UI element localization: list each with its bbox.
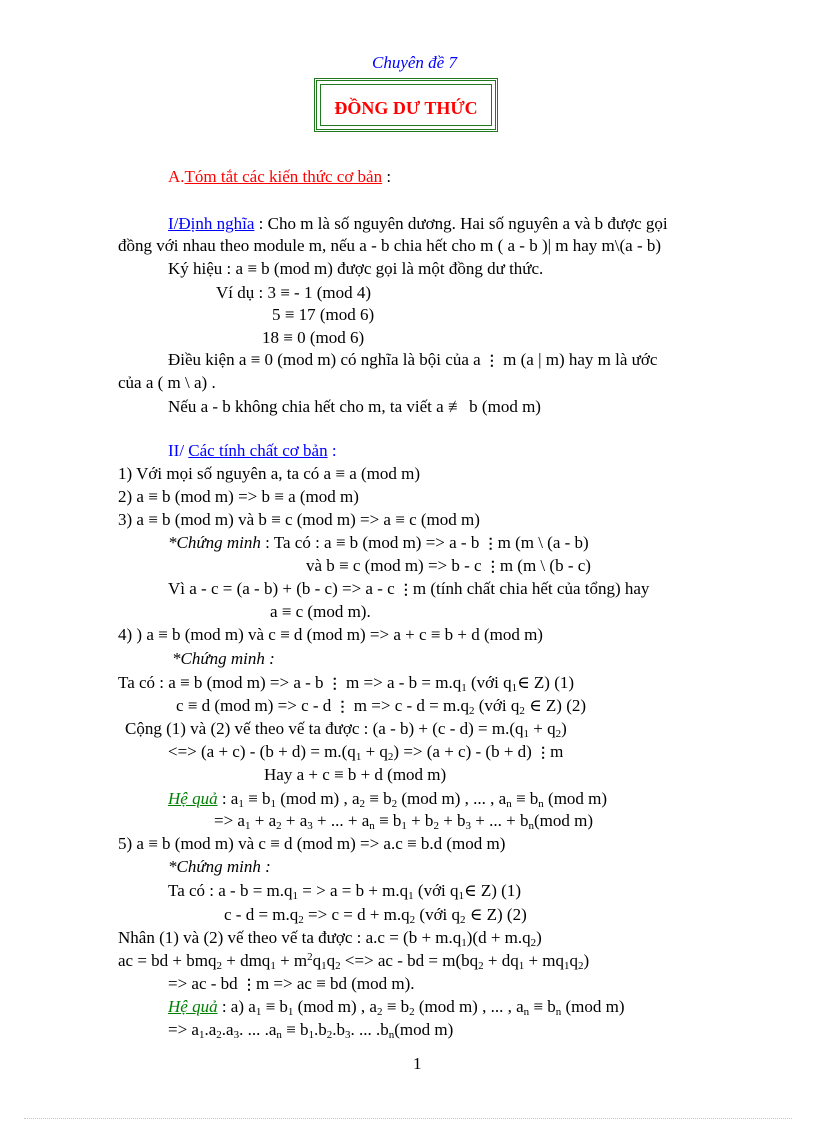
p4-text-1d: ∈ Z) (1) <box>517 673 575 692</box>
p5-text: => ac - bd <box>168 974 238 993</box>
p4-text-3c: ) <box>561 719 567 738</box>
c-text: .a <box>204 1020 217 1039</box>
p5-text: + mq <box>524 951 565 970</box>
sub: 1 <box>198 1029 205 1041</box>
property-5: 5) a ≡ b (mod m) và c ≡ d (mod m) => a.c ≡ b.d (mod m) <box>118 834 506 853</box>
proof-label: *Chứng minh <box>168 533 261 552</box>
sub: 2 <box>216 960 222 972</box>
p5-text: m => ac ≡ bd (mod m). <box>255 974 415 993</box>
p4-proof-line-5: Hay a + c ≡ b + d (mod m) <box>264 765 447 784</box>
p5-text: ac = bd + bmq <box>118 951 217 970</box>
sub: 3 <box>307 820 313 832</box>
c-text: (mod m) , ... , a <box>397 789 507 808</box>
p5-text: ) <box>536 928 542 947</box>
example-1: Ví dụ : 3 ≡ - 1 (mod 4) <box>216 283 372 302</box>
p5-text: Nhân (1) và (2) vế theo vế ta được : a.c = (b + m.q <box>118 928 462 947</box>
p4-text-4c: ) => (a + c) - (b + d) <box>393 742 532 761</box>
p3-proof-text-1a: : Ta có : a ≡ b (mod m) => a - b <box>260 533 480 552</box>
property-4: 4) ) a ≡ b (mod m) và c ≡ d (mod m) => a + c ≡ b + d (mod m) <box>118 625 543 644</box>
sub: 1 <box>355 751 362 763</box>
p5-text: Ta có : a - b = m.q <box>168 881 293 900</box>
p5-text: (với q <box>413 881 459 900</box>
p4-text-1a: Ta có : a ≡ b (mod m) => a - b <box>118 673 324 692</box>
sub: 3 <box>233 1029 240 1041</box>
c-text: : a <box>217 789 239 808</box>
sub: n <box>276 1029 282 1041</box>
sub: 2 <box>387 751 394 763</box>
sub: 2 <box>519 705 525 717</box>
p4-text-2d: ∈ Z) (2) <box>524 696 587 715</box>
sub: 1 <box>270 960 276 972</box>
sub: 2 <box>468 705 475 717</box>
sub: 1 <box>287 1006 294 1018</box>
p5-corollary-line-1 <box>168 997 625 1018</box>
sub: n <box>523 1006 530 1018</box>
sub: 1 <box>308 1029 314 1041</box>
sub: 2 <box>391 798 398 810</box>
p3-proof-line-3 <box>168 580 649 598</box>
c-text: ≡ b <box>243 789 271 808</box>
property-1: 1) Với mọi số nguyên a, ta có a ≡ a (mod m) <box>118 464 421 483</box>
p3-proof-text-3b: m (tính chất chia hết của tổng) hay <box>412 579 650 598</box>
properties-suffix: : <box>327 441 337 460</box>
sub: n <box>555 1006 562 1018</box>
p4-text-1b: m => a - b = m.q <box>346 673 462 692</box>
sub: 2 <box>409 1006 415 1018</box>
properties-title: Các tính chất cơ bản <box>188 441 328 460</box>
sub: n <box>538 798 544 810</box>
page-title: ĐỒNG DƯ THỨC <box>334 98 478 118</box>
p3-proof-line-2 <box>306 557 591 575</box>
page-number: 1 <box>413 1054 422 1073</box>
p4-corollary-line-2 <box>214 811 593 832</box>
p5-text: + dq <box>483 951 519 970</box>
sub: 2 <box>578 960 584 972</box>
condition-line-2: của a ( m \ a) . <box>118 373 216 392</box>
sub: 2 <box>478 960 484 972</box>
c-text: : a) a <box>217 997 256 1016</box>
p5-proof-line-2 <box>224 905 527 926</box>
divides-icon: ⋮ <box>483 537 498 552</box>
sub: 2 <box>298 914 304 926</box>
property-3: 3) a ≡ b (mod m) và b ≡ c (mod m) => a ≡ c (mod m) <box>118 510 480 529</box>
p5-text: ∈ Z) (1) <box>464 881 521 900</box>
c-text: + ... + a <box>312 811 370 830</box>
p5-text: q <box>569 951 579 970</box>
sub: 1 <box>523 728 529 740</box>
c-text: (mod m) <box>543 789 608 808</box>
p5-text: ∈ Z) (2) <box>465 905 527 924</box>
p5-proof-label: *Chứng minh : <box>168 857 271 876</box>
properties-heading <box>168 442 337 459</box>
p5-proof-line-5 <box>168 975 415 993</box>
c-text: ≡ b <box>365 789 392 808</box>
p4-corollary-line-1 <box>168 789 608 810</box>
divides-icon: ⋮ <box>485 560 500 575</box>
sub: 2 <box>409 914 416 926</box>
p4-proof-line-2 <box>176 697 586 715</box>
c-text: ≡ b <box>261 997 288 1016</box>
section-a-title: Tóm tắt các kiến thức cơ bản <box>184 167 383 186</box>
sub: 1 <box>408 890 414 902</box>
sub: 1 <box>321 960 327 972</box>
example-2: 5 ≡ 17 (mod 6) <box>272 305 375 324</box>
sub: 2 <box>276 820 282 832</box>
p5-text: <=> ac - bd = m(bq <box>340 951 479 970</box>
c-text: ≡ b <box>511 789 539 808</box>
p5-text: = > a = b + m.q <box>298 881 409 900</box>
sub: 3 <box>465 820 472 832</box>
p4-text-1c: (với q <box>466 673 512 692</box>
p3-proof-text-2a: và b ≡ c (mod m) => b - c <box>306 556 482 575</box>
c-text: (mod m) , a <box>293 997 377 1016</box>
definition-notation: Ký hiệu : a ≡ b (mod m) được gọi là một đồng dư thức. <box>168 259 544 278</box>
sub: n <box>369 820 375 832</box>
p4-text-2b: m => c - d = m.q <box>353 696 469 715</box>
p4-proof-label: *Chứng minh : <box>172 649 275 668</box>
p4-proof-line-3 <box>125 719 567 740</box>
sub: 2 <box>359 798 366 810</box>
sub: 2 <box>376 1006 383 1018</box>
section-a-prefix: A. <box>168 167 185 186</box>
c-text: (mod m) <box>533 811 593 830</box>
c-text: (mod m) , ... , a <box>414 997 524 1016</box>
c-text: .b <box>313 1020 327 1039</box>
p5-text: )(d + m.q <box>466 928 531 947</box>
example-3: 18 ≡ 0 (mod 6) <box>262 328 365 347</box>
sub: 2 <box>335 960 341 972</box>
c-text: . ... .b <box>350 1020 389 1039</box>
corollary-label: Hệ quả <box>168 997 218 1016</box>
sub: 3 <box>344 1029 351 1041</box>
divides-icon: ⋮ <box>327 677 342 692</box>
c-text: (mod m) <box>561 997 625 1016</box>
condition-text-a: Điều kiện a ≡ 0 (mod m) có nghĩa là bội của a <box>168 350 481 369</box>
p4-text-2c: (với q <box>474 696 520 715</box>
definition-line-1 <box>168 215 668 232</box>
sub: 1 <box>255 1006 262 1018</box>
divides-icon: ⋮ <box>484 354 499 369</box>
p5-text: q <box>312 951 322 970</box>
properties-prefix: II/ <box>168 441 189 460</box>
sub: n <box>388 1029 395 1041</box>
not-congruent-line: Nếu a - b không chia hết cho m, ta viết a ≢ b (mod m) <box>168 397 541 416</box>
corollary-label: Hệ quả <box>168 789 218 808</box>
p4-text-4b: + q <box>361 742 388 761</box>
p4-proof-line-4 <box>168 743 563 761</box>
property-2: 2) a ≡ b (mod m) => b ≡ a (mod m) <box>118 487 359 506</box>
p5-corollary-line-2 <box>168 1020 454 1041</box>
sub: 2 <box>433 820 439 832</box>
sub: 1 <box>270 798 276 810</box>
p4-proof-line-1 <box>118 674 574 692</box>
sub: 1 <box>564 960 570 972</box>
p5-proof-line-3 <box>118 928 542 949</box>
divides-icon: ⋮ <box>241 978 256 993</box>
sub: 1 <box>461 682 467 694</box>
condition-text-b: m (a | m) hay m là ước <box>503 350 658 369</box>
p5-proof-line-1 <box>168 881 521 902</box>
sub: 1 <box>518 960 525 972</box>
c-text: + ... + b <box>471 811 529 830</box>
sub: 1 <box>458 890 465 902</box>
sub: 2 <box>460 914 466 926</box>
sub: 1 <box>511 682 518 694</box>
sub: 1 <box>461 937 467 949</box>
p4-text-3a: Cộng (1) và (2) vế theo vế ta được : (a - b) + (c - d) = m.(q <box>125 719 524 738</box>
p5-text: + dmq <box>222 951 271 970</box>
definition-line-2: đồng với nhau theo module m, nếu a - b chia hết cho m ( a - b )| m hay m\(a - b) <box>118 236 662 255</box>
p4-text-4a: <=> (a + c) - (b + d) = m.(q <box>168 742 356 761</box>
p4-text-3b: + q <box>529 719 556 738</box>
c-text: + b <box>438 811 466 830</box>
c-text: + a <box>250 811 277 830</box>
section-a-suffix: : <box>382 167 392 186</box>
sub: 2 <box>530 937 537 949</box>
divides-icon: ⋮ <box>398 583 413 598</box>
c-text: .a <box>221 1020 234 1039</box>
c-text: . ... .a <box>239 1020 277 1039</box>
c-text: ≡ b <box>374 811 402 830</box>
sub: 1 <box>244 820 251 832</box>
definition-text-1: : Cho m là số nguyên dương. Hai số nguyên a và b được gọi <box>254 214 668 233</box>
c-text: (mod m) <box>394 1020 454 1039</box>
divides-icon: ⋮ <box>536 746 551 761</box>
sub: 2 <box>216 1029 222 1041</box>
p3-proof-line-4: a ≡ c (mod m). <box>270 602 371 621</box>
p5-proof-line-4 <box>118 951 590 972</box>
title-box <box>314 78 498 132</box>
divides-icon: ⋮ <box>335 700 350 715</box>
c-text: => a <box>214 811 245 830</box>
c-text: ≡ b <box>281 1020 309 1039</box>
sub: n <box>528 820 534 832</box>
c-text: .b <box>332 1020 345 1039</box>
p5-text: => c = d + m.q <box>303 905 410 924</box>
c-text: ≡ b <box>382 997 410 1016</box>
section-a-heading <box>168 168 391 185</box>
c-text: (mod m) , a <box>275 789 360 808</box>
p5-text: c - d = m.q <box>224 905 299 924</box>
c-text: ≡ b <box>529 997 556 1016</box>
p4-text-2a: c ≡ d (mod m) => c - d <box>176 696 332 715</box>
chapter-label: Chuyên đề 7 <box>372 53 457 72</box>
footer-divider <box>24 1118 792 1119</box>
p4-text-4d: m <box>550 742 564 761</box>
sub: 2 <box>555 728 562 740</box>
p3-proof-text-1b: m (m \ (a - b) <box>497 533 589 552</box>
c-text: + b <box>406 811 434 830</box>
p3-proof-text-3a: Vì a - c = (a - b) + (b - c) => a - c <box>168 579 395 598</box>
definition-heading: I/Định nghĩa <box>168 214 255 233</box>
sup: 2 <box>307 951 313 963</box>
sub: n <box>506 798 512 810</box>
p3-proof-line-1 <box>168 534 589 552</box>
sub: 1 <box>292 890 299 902</box>
sub: 1 <box>238 798 244 810</box>
c-text: + a <box>281 811 308 830</box>
p5-text: (với q <box>415 905 461 924</box>
p3-proof-text-2b: m (m \ (b - c) <box>499 556 591 575</box>
p5-text: + m <box>275 951 308 970</box>
p5-text: q <box>326 951 336 970</box>
p5-text: ) <box>583 951 590 970</box>
sub: 2 <box>326 1029 333 1041</box>
c-text: => a <box>168 1020 199 1039</box>
sub: 1 <box>401 820 407 832</box>
condition-line-1 <box>168 351 657 369</box>
